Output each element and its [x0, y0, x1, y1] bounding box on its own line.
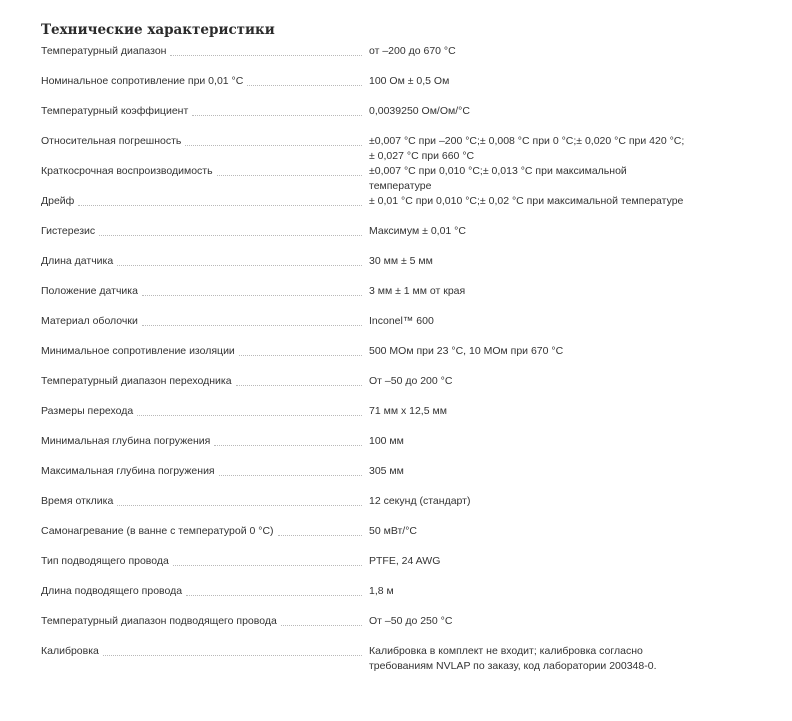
- dotted-leader: [281, 614, 362, 626]
- spec-value: 100 мм: [369, 435, 404, 447]
- spec-label-cell: [41, 224, 366, 239]
- spec-label-cell: [41, 644, 366, 674]
- spec-value: Inconel™ 600: [369, 315, 434, 327]
- dotted-leader: [137, 404, 362, 416]
- spec-label: Температурный диапазон: [41, 45, 167, 57]
- spec-label: Калибровка: [41, 645, 99, 657]
- spec-label-cell: [41, 434, 366, 449]
- spec-row: [41, 44, 761, 59]
- dotted-leader: [236, 374, 362, 386]
- spec-row: [41, 164, 761, 194]
- spec-value: [366, 164, 699, 194]
- spec-value: ± 0,01 °C при 0,010 °C;± 0,02 °C при максимальной температуре: [369, 195, 684, 207]
- spec-value: 12 секунд (стандарт): [369, 495, 471, 507]
- spec-value: 500 МОм при 23 °C, 10 МОм при 670 °C: [369, 345, 564, 357]
- dotted-leader: [99, 224, 362, 236]
- dotted-leader: [142, 284, 362, 296]
- spec-row: [41, 404, 761, 419]
- spec-row: [41, 374, 761, 389]
- dotted-leader: [170, 44, 362, 56]
- spec-value-line: ± 0,027 °C при 660 °C: [369, 150, 475, 162]
- spec-label-cell: [41, 554, 366, 569]
- spec-label-cell: [41, 44, 366, 59]
- dotted-leader: [278, 524, 362, 536]
- spec-label-cell: [41, 284, 366, 299]
- spec-row: [41, 644, 761, 674]
- spec-label: Гистерезис: [41, 225, 96, 237]
- spec-label-cell: [41, 194, 366, 209]
- spec-label: Положение датчика: [41, 285, 138, 297]
- dotted-leader: [78, 194, 362, 206]
- dotted-leader: [214, 434, 362, 446]
- spec-label: Тип подводящего провода: [41, 555, 169, 567]
- spec-label-cell: [41, 164, 366, 194]
- spec-row: [41, 344, 761, 359]
- spec-label: Минимальное сопротивление изоляции: [41, 345, 235, 357]
- spec-label-cell: [41, 584, 366, 599]
- dotted-leader: [103, 644, 362, 656]
- spec-value: 1,8 м: [369, 585, 394, 597]
- spec-row: [41, 614, 761, 629]
- spec-label-cell: [41, 374, 366, 389]
- spec-label-cell: [41, 254, 366, 269]
- spec-label-cell: [41, 464, 366, 479]
- specifications-section: [41, 22, 761, 672]
- spec-label: Длина подводящего провода: [41, 585, 183, 597]
- spec-value: От –50 до 250 °C: [369, 615, 453, 627]
- dotted-leader: [219, 464, 362, 476]
- spec-label: Температурный коэффициент: [41, 105, 189, 117]
- spec-value: 30 мм ± 5 мм: [369, 255, 433, 267]
- spec-value: [366, 134, 699, 164]
- spec-row: [41, 194, 761, 209]
- spec-value-line: ±0,007 °C при 0,010 °C;± 0,013 °C при максимальной: [369, 165, 627, 177]
- spec-label-cell: [41, 314, 366, 329]
- spec-row: [41, 314, 761, 329]
- spec-label-cell: [41, 74, 366, 89]
- spec-row: [41, 584, 761, 599]
- spec-value: 50 мВт/°C: [369, 525, 417, 537]
- spec-row: [41, 74, 761, 89]
- dotted-leader: [173, 554, 362, 566]
- spec-label: Самонагревание (в ванне с температурой 0 °C): [41, 525, 274, 537]
- spec-row: [41, 254, 761, 269]
- dotted-leader: [117, 494, 362, 506]
- spec-value-line: ±0,007 °C при –200 °C;± 0,008 °C при 0 °C;± 0,020 °C при 420 °C;: [369, 135, 685, 147]
- dotted-leader: [192, 104, 362, 116]
- spec-row: [41, 104, 761, 119]
- spec-value: от –200 до 670 °C: [369, 45, 456, 57]
- dotted-leader: [247, 74, 362, 86]
- spec-label: Минимальная глубина погружения: [41, 435, 211, 447]
- spec-label: Номинальное сопротивление при 0,01 °C: [41, 75, 244, 87]
- dotted-leader: [185, 134, 362, 146]
- spec-row: [41, 524, 761, 539]
- spec-value: От –50 до 200 °C: [369, 375, 453, 387]
- spec-row: [41, 134, 761, 164]
- spec-label-cell: [41, 344, 366, 359]
- spec-row: [41, 224, 761, 239]
- spec-value-line: требованиям NVLAP по заказу, код лаборатории 200348-0.: [369, 660, 657, 672]
- dotted-leader: [117, 254, 362, 266]
- spec-value: Максимум ± 0,01 °C: [369, 225, 466, 237]
- spec-label: Краткосрочная воспроизводимость: [41, 165, 213, 177]
- spec-label: Размеры перехода: [41, 405, 134, 417]
- spec-value: [366, 644, 699, 674]
- dotted-leader: [217, 164, 362, 176]
- dotted-leader: [239, 344, 362, 356]
- spec-label: Относительная погрешность: [41, 135, 182, 147]
- spec-label-cell: [41, 524, 366, 539]
- spec-label-cell: [41, 104, 366, 119]
- spec-value: 305 мм: [369, 465, 404, 477]
- spec-value-line: температуре: [369, 180, 432, 192]
- spec-label-cell: [41, 494, 366, 509]
- spec-value: 3 мм ± 1 мм от края: [369, 285, 466, 297]
- spec-row: [41, 554, 761, 569]
- spec-label-cell: [41, 404, 366, 419]
- spec-label: Температурный диапазон переходника: [41, 375, 232, 387]
- spec-label: Температурный диапазон подводящего провода: [41, 615, 277, 627]
- spec-value: 0,0039250 Ом/Ом/°C: [369, 105, 470, 117]
- spec-value: 100 Ом ± 0,5 Ом: [369, 75, 450, 87]
- spec-value-line: Калибровка в комплект не входит; калибровка согласно: [369, 645, 643, 657]
- spec-row: [41, 434, 761, 449]
- dotted-leader: [186, 584, 362, 596]
- spec-row: [41, 464, 761, 479]
- spec-row: [41, 284, 761, 299]
- dotted-leader: [142, 314, 362, 326]
- spec-label-cell: [41, 134, 366, 164]
- spec-value: 71 мм x 12,5 мм: [369, 405, 447, 417]
- spec-label-cell: [41, 614, 366, 629]
- section-title: Технические характеристики: [41, 22, 275, 38]
- spec-label: Дрейф: [41, 195, 75, 207]
- spec-label: Время отклика: [41, 495, 114, 507]
- spec-row: [41, 494, 761, 509]
- spec-label: Длина датчика: [41, 255, 114, 267]
- spec-label: Максимальная глубина погружения: [41, 465, 215, 477]
- spec-label: Материал оболочки: [41, 315, 138, 327]
- spec-value: PTFE, 24 AWG: [369, 555, 441, 567]
